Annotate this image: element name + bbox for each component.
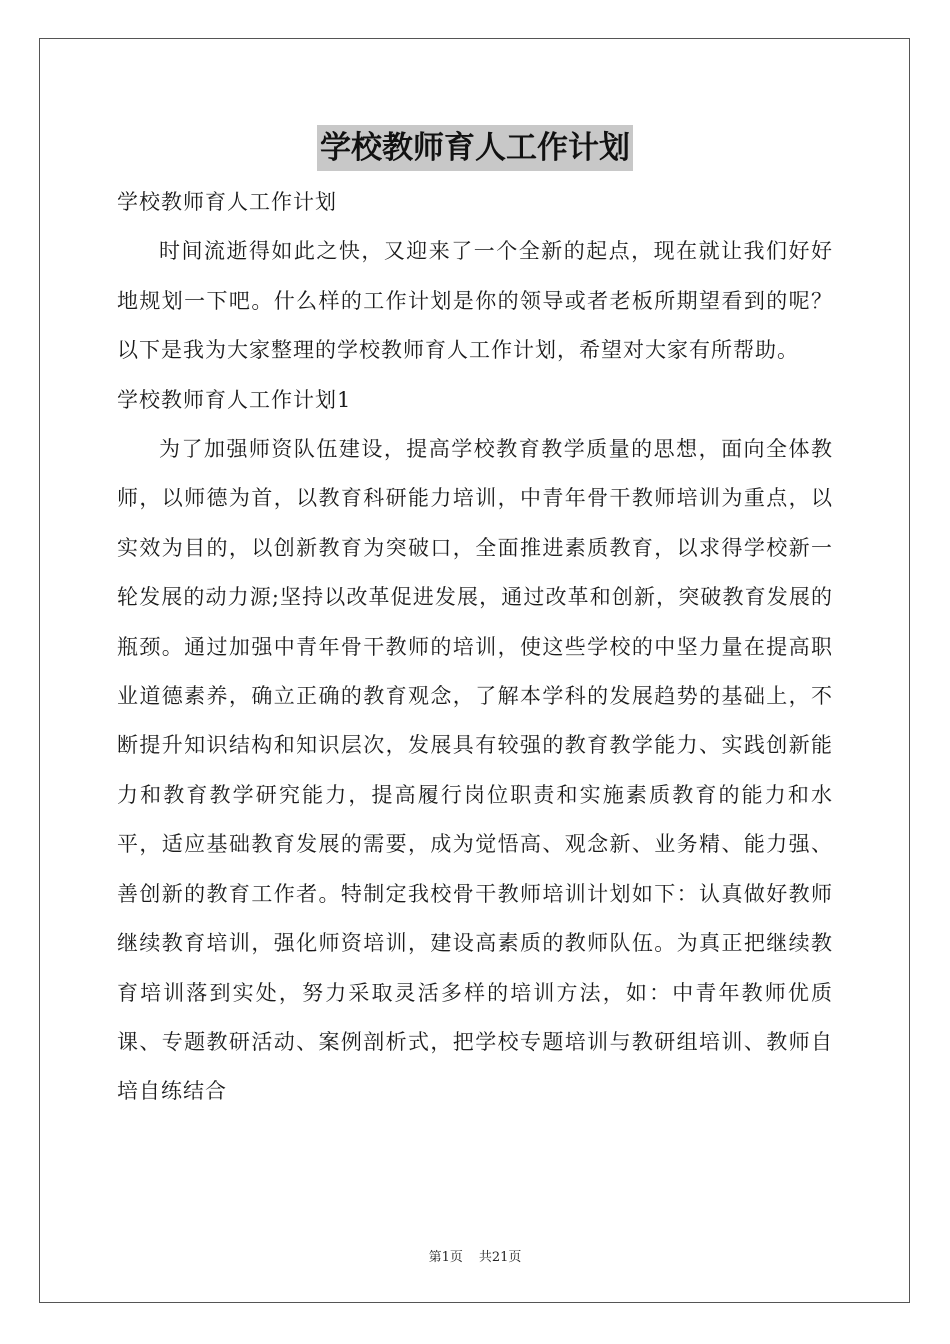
body-paragraph: 为了加强师资队伍建设，提高学校教育教学质量的思想，面向全体教师，以师德为首，以教育科研能力培训，中青年骨干教师培训为重点，以实效为目的，以创新教育为突破口，全面推进素质教育，以求得学校新一轮发展的动力源;坚持以改革促进发展，通过改革和创新，突破教育发展的瓶颈。通过加强中青年骨干教师的培训，使这些学校的中坚力量在提高职业道德素养，确立正确的教育观念，了解本学科的发展趋势的基础上，不断提升知识结构和知识层次，发展具有较强的教育教学能力、实践创新能力和教育教学研究能力，提高履行岗位职责和实施素质教育的能力和水平，适应基础教育发展的需要，成为觉悟高、观念新、业务精、能力强、善创新的教育工作者。特制定我校骨干教师培训计划如下：认真做好教师继续教育培训，强化师资培训，建设高素质的教师队伍。为真正把继续教育培训落到实处，努力采取灵活多样的培训方法，如：中青年教师优质课、专题教研活动、案例剖析式，把学校专题培训与教研组培训、教师自培自练结合 xyxy=(117,437,833,1104)
document-body xyxy=(117,178,833,1117)
title-container xyxy=(0,125,950,171)
page-total: 共21页 xyxy=(478,1250,522,1265)
page-footer xyxy=(0,1246,950,1265)
page-number: 第1页 xyxy=(428,1250,463,1265)
document-subtitle: 学校教师育人工作计划 xyxy=(117,190,337,214)
intro-paragraph: 时间流逝得如此之快，又迎来了一个全新的起点，现在就让我们好好地规划一下吧。什么样的工作计划是你的领导或者老板所期望看到的呢？以下是我为大家整理的学校教师育人工作计划，希望对大家有所帮助。 xyxy=(117,239,833,363)
document-title: 学校教师育人工作计划 xyxy=(317,125,633,171)
section-heading: 学校教师育人工作计划1 xyxy=(117,387,352,412)
